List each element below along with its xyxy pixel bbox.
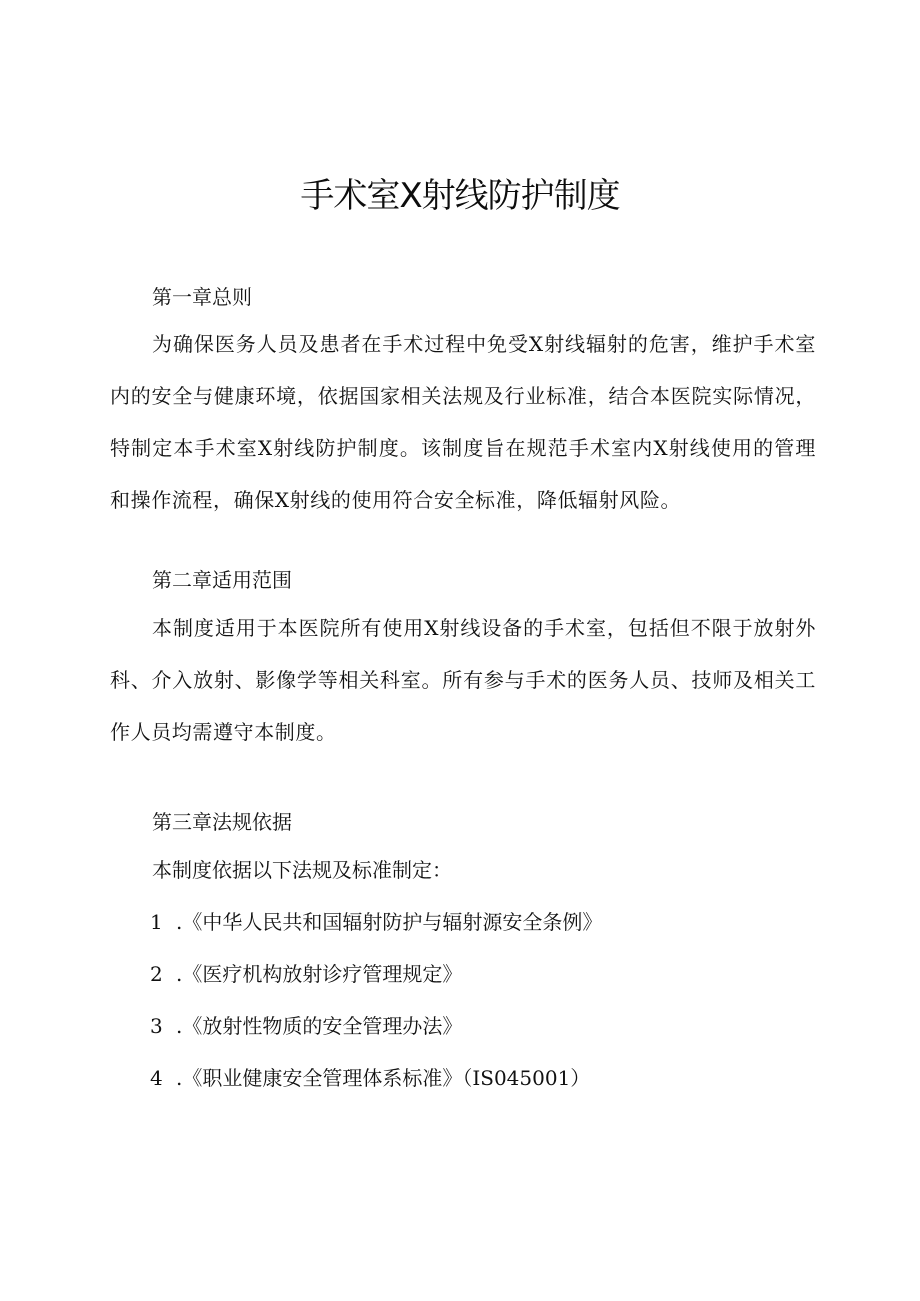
chapter-3-intro: 本制度依据以下法规及标准制定：	[152, 858, 452, 882]
list-item	[150, 1052, 602, 1104]
document-title: 手术室X射线防护制度	[300, 176, 620, 216]
list-item	[150, 948, 602, 1000]
list-item-text: .《医疗机构放射诊疗管理规定》	[176, 962, 463, 986]
chapter-2-heading: 第二章适用范围	[152, 568, 292, 592]
list-item-text: .《职业健康安全管理体系标准》（IS045001）	[176, 1066, 591, 1090]
list-item-number: 2	[150, 962, 163, 986]
list-item	[150, 1000, 602, 1052]
list-item-number: 1	[150, 910, 163, 934]
chapter-1-paragraph: 为确保医务人员及患者在手术过程中免受X射线辐射的危害，维护手术室内的安全与健康环境，依据国家相关法规及行业标准，结合本医院实际情况，特制定本手术室X射线防护制度。该制度旨在规范手术室内X射线使用的管理和操作流程，确保X射线的使用符合安全标准，降低辐射风险。	[110, 332, 816, 512]
chapter-3-heading: 第三章法规依据	[152, 810, 292, 834]
list-item	[150, 896, 602, 948]
regulation-list	[150, 896, 602, 1104]
chapter-2-paragraph: 本制度适用于本医院所有使用X射线设备的手术室，包括但不限于放射外科、介入放射、影像学等相关科室。所有参与手术的医务人员、技师及相关工作人员均需遵守本制度。	[110, 616, 816, 744]
list-item-number: 4	[150, 1066, 163, 1090]
chapter-1-heading: 第一章总则	[152, 285, 252, 309]
list-item-text: .《放射性物质的安全管理办法》	[176, 1014, 463, 1038]
list-item-text: .《中华人民共和国辐射防护与辐射源安全条例》	[176, 910, 603, 934]
list-item-number: 3	[150, 1014, 163, 1038]
